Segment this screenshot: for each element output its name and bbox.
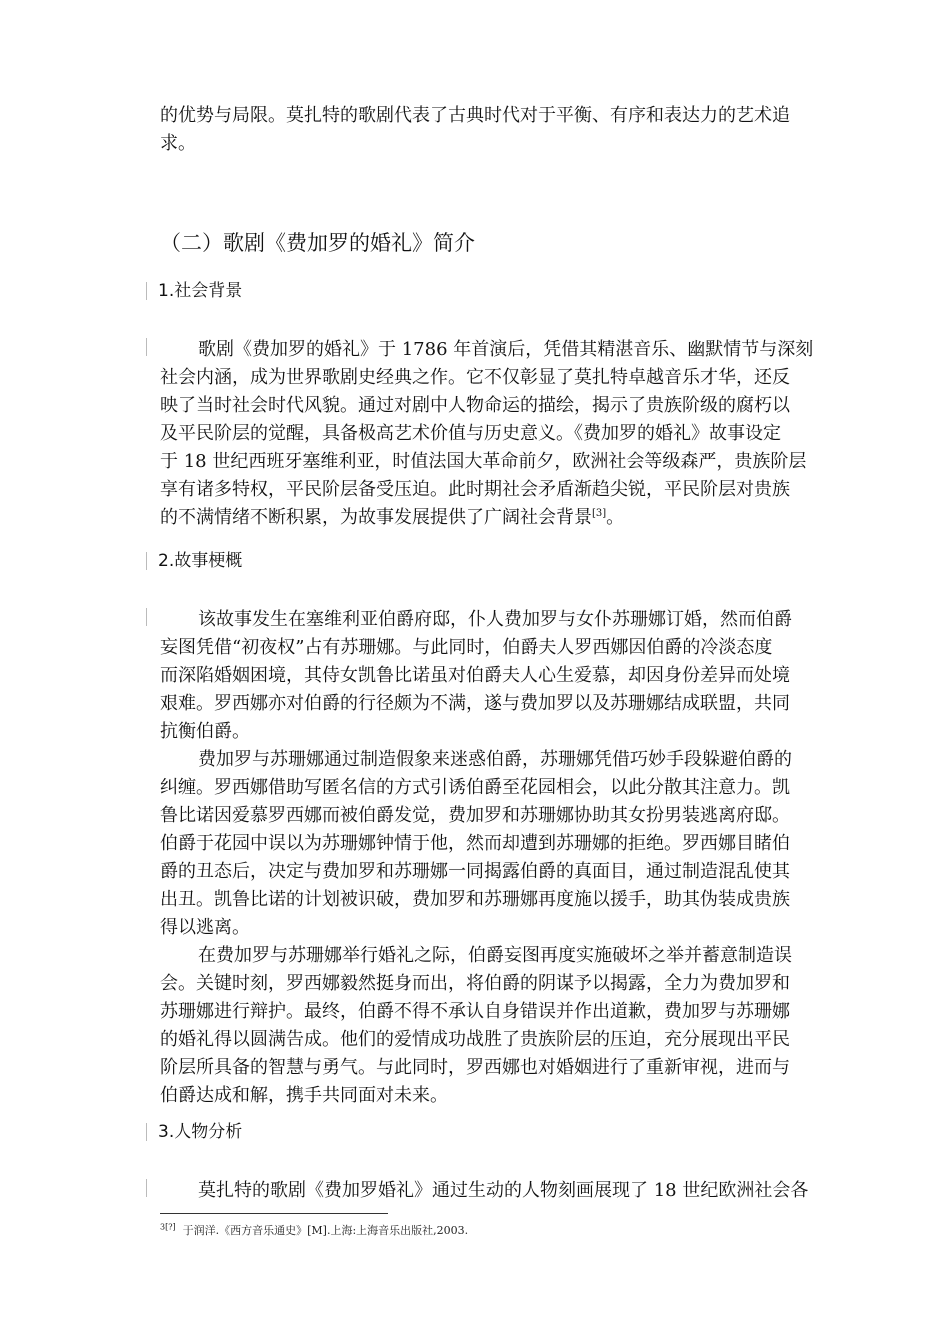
footnote [160, 1223, 468, 1239]
paragraph-line: 映了当时社会时代风貌。通过对剧中人物命运的描绘，揭示了贵族阶级的腐朽以 [160, 395, 790, 416]
paragraph-line: 纠缠。罗西娜借助写匿名信的方式引诱伯爵至花园相会，以此分散其注意力。凯 [160, 777, 790, 798]
paragraph-line: 而深陷婚姻困境，其侍女凯鲁比诺虽对伯爵夫人心生爱慕，却因身份差异而处境 [160, 665, 790, 686]
paragraph-line [160, 504, 624, 532]
paragraph-line: 费加罗与苏珊娜通过制造假象来迷惑伯爵，苏珊娜凭借巧妙手段躲避伯爵的 [198, 749, 792, 770]
paragraph-line: 享有诸多特权，平民阶层备受压迫。此时期社会矛盾渐趋尖锐，平民阶层对贵族 [160, 479, 790, 500]
paragraph-line: 阶层所具备的智慧与勇气。与此同时，罗西娜也对婚姻进行了重新审视，进而与 [160, 1057, 790, 1078]
subheading-social-background: 1.社会背景 [158, 281, 243, 301]
subheading-character-analysis: 3.人物分析 [158, 1122, 243, 1142]
footnote-mark: 3[?] [160, 1222, 176, 1232]
paragraph-line: 及平民阶层的觉醒，具备极高艺术价值与历史意义。《费加罗的婚礼》故事设定 [160, 423, 781, 444]
paragraph-marker [146, 608, 147, 626]
paragraph-text: 。 [606, 507, 625, 528]
paragraph-line: 在费加罗与苏珊娜举行婚礼之际，伯爵妄图再度实施破坏之举并蓄意制造误 [198, 945, 792, 966]
paragraph-line: 会。关键时刻，罗西娜毅然挺身而出，将伯爵的阴谋予以揭露，全力为费加罗和 [160, 973, 790, 994]
heading-marker [146, 282, 147, 300]
citation-mark: [3] [592, 508, 607, 519]
footnote-text: 于润洋.《西方音乐通史》[M].上海:上海音乐出版社,2003. [182, 1224, 469, 1237]
paragraph-line: 歌剧《费加罗的婚礼》于 1786 年首演后，凭借其精湛音乐、幽默情节与深刻 [198, 339, 814, 360]
footnote-divider [160, 1213, 388, 1214]
subheading-story-synopsis: 2.故事梗概 [158, 551, 243, 571]
paragraph-marker [146, 1179, 147, 1197]
paragraph-line: 妄图凭借“初夜权”占有苏珊娜。与此同时，伯爵夫人罗西娜因伯爵的冷淡态度 [160, 637, 773, 658]
paragraph-line: 于 18 世纪西班牙塞维利亚，时值法国大革命前夕，欧洲社会等级森严，贵族阶层 [160, 451, 807, 472]
heading-marker [146, 552, 147, 570]
paragraph-line: 的优势与局限。莫扎特的歌剧代表了古典时代对于平衡、有序和表达力的艺术追 [160, 105, 790, 126]
heading-marker [146, 1123, 147, 1141]
paragraph-line: 出丑。凯鲁比诺的计划被识破，费加罗和苏珊娜再度施以援手，助其伪装成贵族 [160, 889, 790, 910]
paragraph-line: 该故事发生在塞维利亚伯爵府邸，仆人费加罗与女仆苏珊娜订婚，然而伯爵 [198, 609, 792, 630]
paragraph-marker [146, 338, 147, 356]
paragraph-text: 的不满情绪不断积累，为故事发展提供了广阔社会背景 [160, 507, 592, 528]
paragraph-line: 莫扎特的歌剧《费加罗婚礼》通过生动的人物刻画展现了 18 世纪欧洲社会各 [198, 1180, 809, 1201]
section-title: （二）歌剧《费加罗的婚礼》简介 [160, 231, 475, 255]
paragraph-line: 求。 [160, 133, 196, 154]
paragraph-line: 伯爵达成和解，携手共同面对未来。 [160, 1085, 448, 1106]
paragraph-line: 鲁比诺因爱慕罗西娜而被伯爵发觉，费加罗和苏珊娜协助其女扮男装逃离府邸。 [160, 805, 790, 826]
paragraph-line: 社会内涵，成为世界歌剧史经典之作。它不仅彰显了莫扎特卓越音乐才华，还反 [160, 367, 790, 388]
paragraph-line: 爵的丑态后，决定与费加罗和苏珊娜一同揭露伯爵的真面目，通过制造混乱使其 [160, 861, 790, 882]
paragraph-line: 艰难。罗西娜亦对伯爵的行径颇为不满，遂与费加罗以及苏珊娜结成联盟，共同 [160, 693, 790, 714]
paragraph-line: 抗衡伯爵。 [160, 721, 250, 742]
paragraph-line: 得以逃离。 [160, 917, 250, 938]
paragraph-line: 的婚礼得以圆满告成。他们的爱情成功战胜了贵族阶层的压迫，充分展现出平民 [160, 1029, 790, 1050]
paragraph-line: 伯爵于花园中误以为苏珊娜钟情于他，然而却遭到苏珊娜的拒绝。罗西娜目睹伯 [160, 833, 790, 854]
paragraph-line: 苏珊娜进行辩护。最终，伯爵不得不承认自身错误并作出道歉，费加罗与苏珊娜 [160, 1001, 790, 1022]
